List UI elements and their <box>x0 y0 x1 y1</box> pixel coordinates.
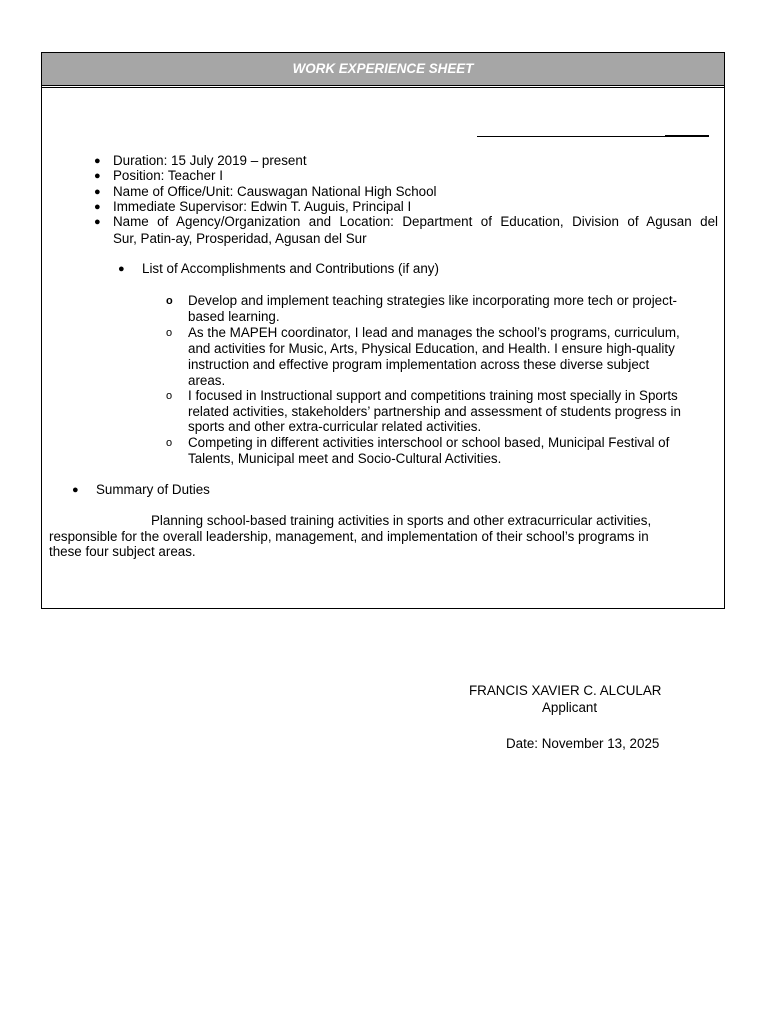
bullet-icon: ● <box>94 155 101 167</box>
summary-line: these four subject areas. <box>49 544 196 559</box>
agency-text-line2: Sur, Patin-ay, Prosperidad, Agusan del Sur <box>113 231 367 246</box>
position-text: Position: Teacher I <box>113 168 223 183</box>
accomplishments-heading: List of Accomplishments and Contributions (if any) <box>142 261 439 276</box>
accomplishment-line: areas. <box>188 373 226 388</box>
accomplishment-line: sports and other extra-curricular related activities. <box>188 419 482 434</box>
sheet-title: WORK EXPERIENCE SHEET <box>42 53 724 86</box>
circle-bullet-icon: o <box>166 327 173 339</box>
office-text: Name of Office/Unit: Causwagan National High School <box>113 184 437 199</box>
signature-line-end <box>665 135 709 137</box>
applicant-name: FRANCIS XAVIER C. ALCULAR <box>469 683 662 698</box>
sheet-date: Date: November 13, 2025 <box>506 736 660 751</box>
accomplishment-line: Develop and implement teaching strategies like incorporating more tech or project- <box>188 293 678 308</box>
summary-line: Planning school-based training activities in sports and other extracurricular activities, <box>151 513 652 528</box>
duration-text: Duration: 15 July 2019 – present <box>113 153 307 168</box>
agency-text-line1: Name of Agency/Organization and Location: Department of Education, Division of Agusan del <box>113 214 718 229</box>
applicant-role: Applicant <box>542 700 598 715</box>
bullet-icon: ● <box>94 170 101 182</box>
circle-bullet-icon: o <box>166 437 173 449</box>
circle-bullet-icon: o <box>166 390 173 402</box>
accomplishment-line: Competing in different activities interschool or school based, Municipal Festival of <box>188 435 670 450</box>
accomplishment-line: I focused in Instructional support and competitions training most specially in Sports <box>188 388 678 403</box>
accomplishment-line: based learning. <box>188 309 280 324</box>
bullet-icon: ● <box>94 201 101 213</box>
accomplishment-line: related activities, stakeholders’ partnership and assessment of students progress in <box>188 404 681 419</box>
accomplishment-line: and activities for Music, Arts, Physical Education, and Health. I ensure high-quality <box>188 341 675 356</box>
accomplishment-line: Talents, Municipal meet and Socio-Cultural Activities. <box>188 451 502 466</box>
circle-bullet-icon: o <box>166 295 173 307</box>
summary-line: responsible for the overall leadership, management, and implementation of their school’s programs in <box>49 529 649 544</box>
supervisor-text: Immediate Supervisor: Edwin T. Auguis, Principal I <box>113 199 412 214</box>
bullet-icon: ● <box>118 263 125 275</box>
bullet-icon: ● <box>94 216 101 228</box>
summary-heading: Summary of Duties <box>96 482 210 497</box>
bullet-icon: ● <box>72 484 79 496</box>
work-experience-sheet <box>41 52 725 609</box>
bullet-icon: ● <box>94 186 101 198</box>
accomplishment-line: instruction and effective program implementation across these diverse subject <box>188 357 650 372</box>
header-divider <box>42 87 724 88</box>
accomplishment-line: As the MAPEH coordinator, I lead and manages the school’s programs, curriculum, <box>188 325 680 340</box>
